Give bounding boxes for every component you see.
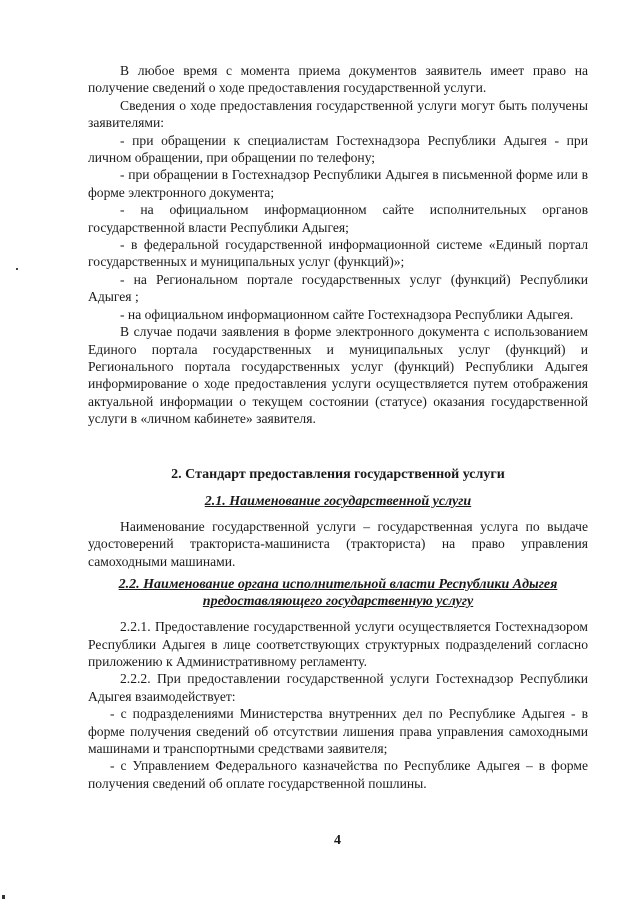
section-2-2-title [88,576,588,610]
scan-speck [16,268,18,270]
list-item-gostekhnadzor-site: - на официальном информационном сайте Гостехнадзора Республики Адыгея. [120,306,574,322]
paragraph-info-sources: Сведения о ходе предоставления государственной услуги могут быть получены заявителями: [88,97,588,131]
scan-speck-corner [2,895,5,899]
paragraph-2-2-1: 2.2.1. Предоставление государственной услуги осуществляется Гостехнадзором Республики Адыгея в лице соответствующих структурных подразделений согласно приложению к Административному регламенту. [88,619,588,669]
section-2-2-title-line2: предоставляющего государственную услугу [202,594,474,610]
document-page [88,62,588,792]
paragraph-2-2-2: 2.2.2. При предоставлении государственной услуги Гостехнадзор Республики Адыгея взаимодействует: [88,671,588,704]
list-item-specialists: - при обращении к специалистам Гостехнадзора Республики Адыгея - при личном обращении, при обращении по телефону; [88,132,588,166]
list-item-written-request: - при обращении в Гостехнадзор Республики Адыгея в письменной форме или в форме электронного документа; [88,167,588,200]
paragraph-service-name: Наименование государственной услуги – государственная услуга по выдаче удостоверений тракториста-машиниста (тракториста) на право управления самоходными машинами. [88,518,588,569]
list-item-treasury: - с Управлением Федерального казначейства по Республике Адыгея – в форме получения сведений об оплате государственной пошлины. [88,758,588,791]
page-number: 4 [334,833,341,848]
paragraph-electronic-status: В случае подачи заявления в форме электронного документа с использованием Единого портала государственных и муниципальных услуг (функций) и Регионального портала государственных услуг (функций) Республики Адыгея информирование о ходе предоставления услуги осуществляется путем отображения актуальной информации о текущем состоянии (статусе) оказания государственной услуги в «личном кабинете» заявителя. [88,324,588,427]
list-item-mvd: - с подразделениями Министерства внутренних дел по Республике Адыгея - в форме получения сведений об отсутствии лишения права управления самоходными машинами и транспортными средствами заявителя; [88,706,588,756]
list-item-official-site: - на официальном информационном сайте исполнительных органов государственной власти Республики Адыгея; [88,202,588,235]
list-item-regional-portal: - на Региональном портале государственных услуг (функций) Республики Адыгея ; [88,271,588,305]
section-2-title: 2. Стандарт предоставления государственной услуги [171,466,505,482]
section-2-2-title-line1: 2.2. Наименование органа исполнительной власти Республики Адыгея [118,577,558,593]
paragraph-right-to-info: В любое время с момента приема документов заявитель имеет право на получение сведений о ходе предоставления государственной услуги. [88,63,588,96]
list-item-federal-portal: - в федеральной государственной информационной системе «Единый портал государственных и муниципальных услуг (функций)»; [88,237,588,270]
section-2-1-title: 2.1. Наименование государственной услуги [204,493,472,509]
